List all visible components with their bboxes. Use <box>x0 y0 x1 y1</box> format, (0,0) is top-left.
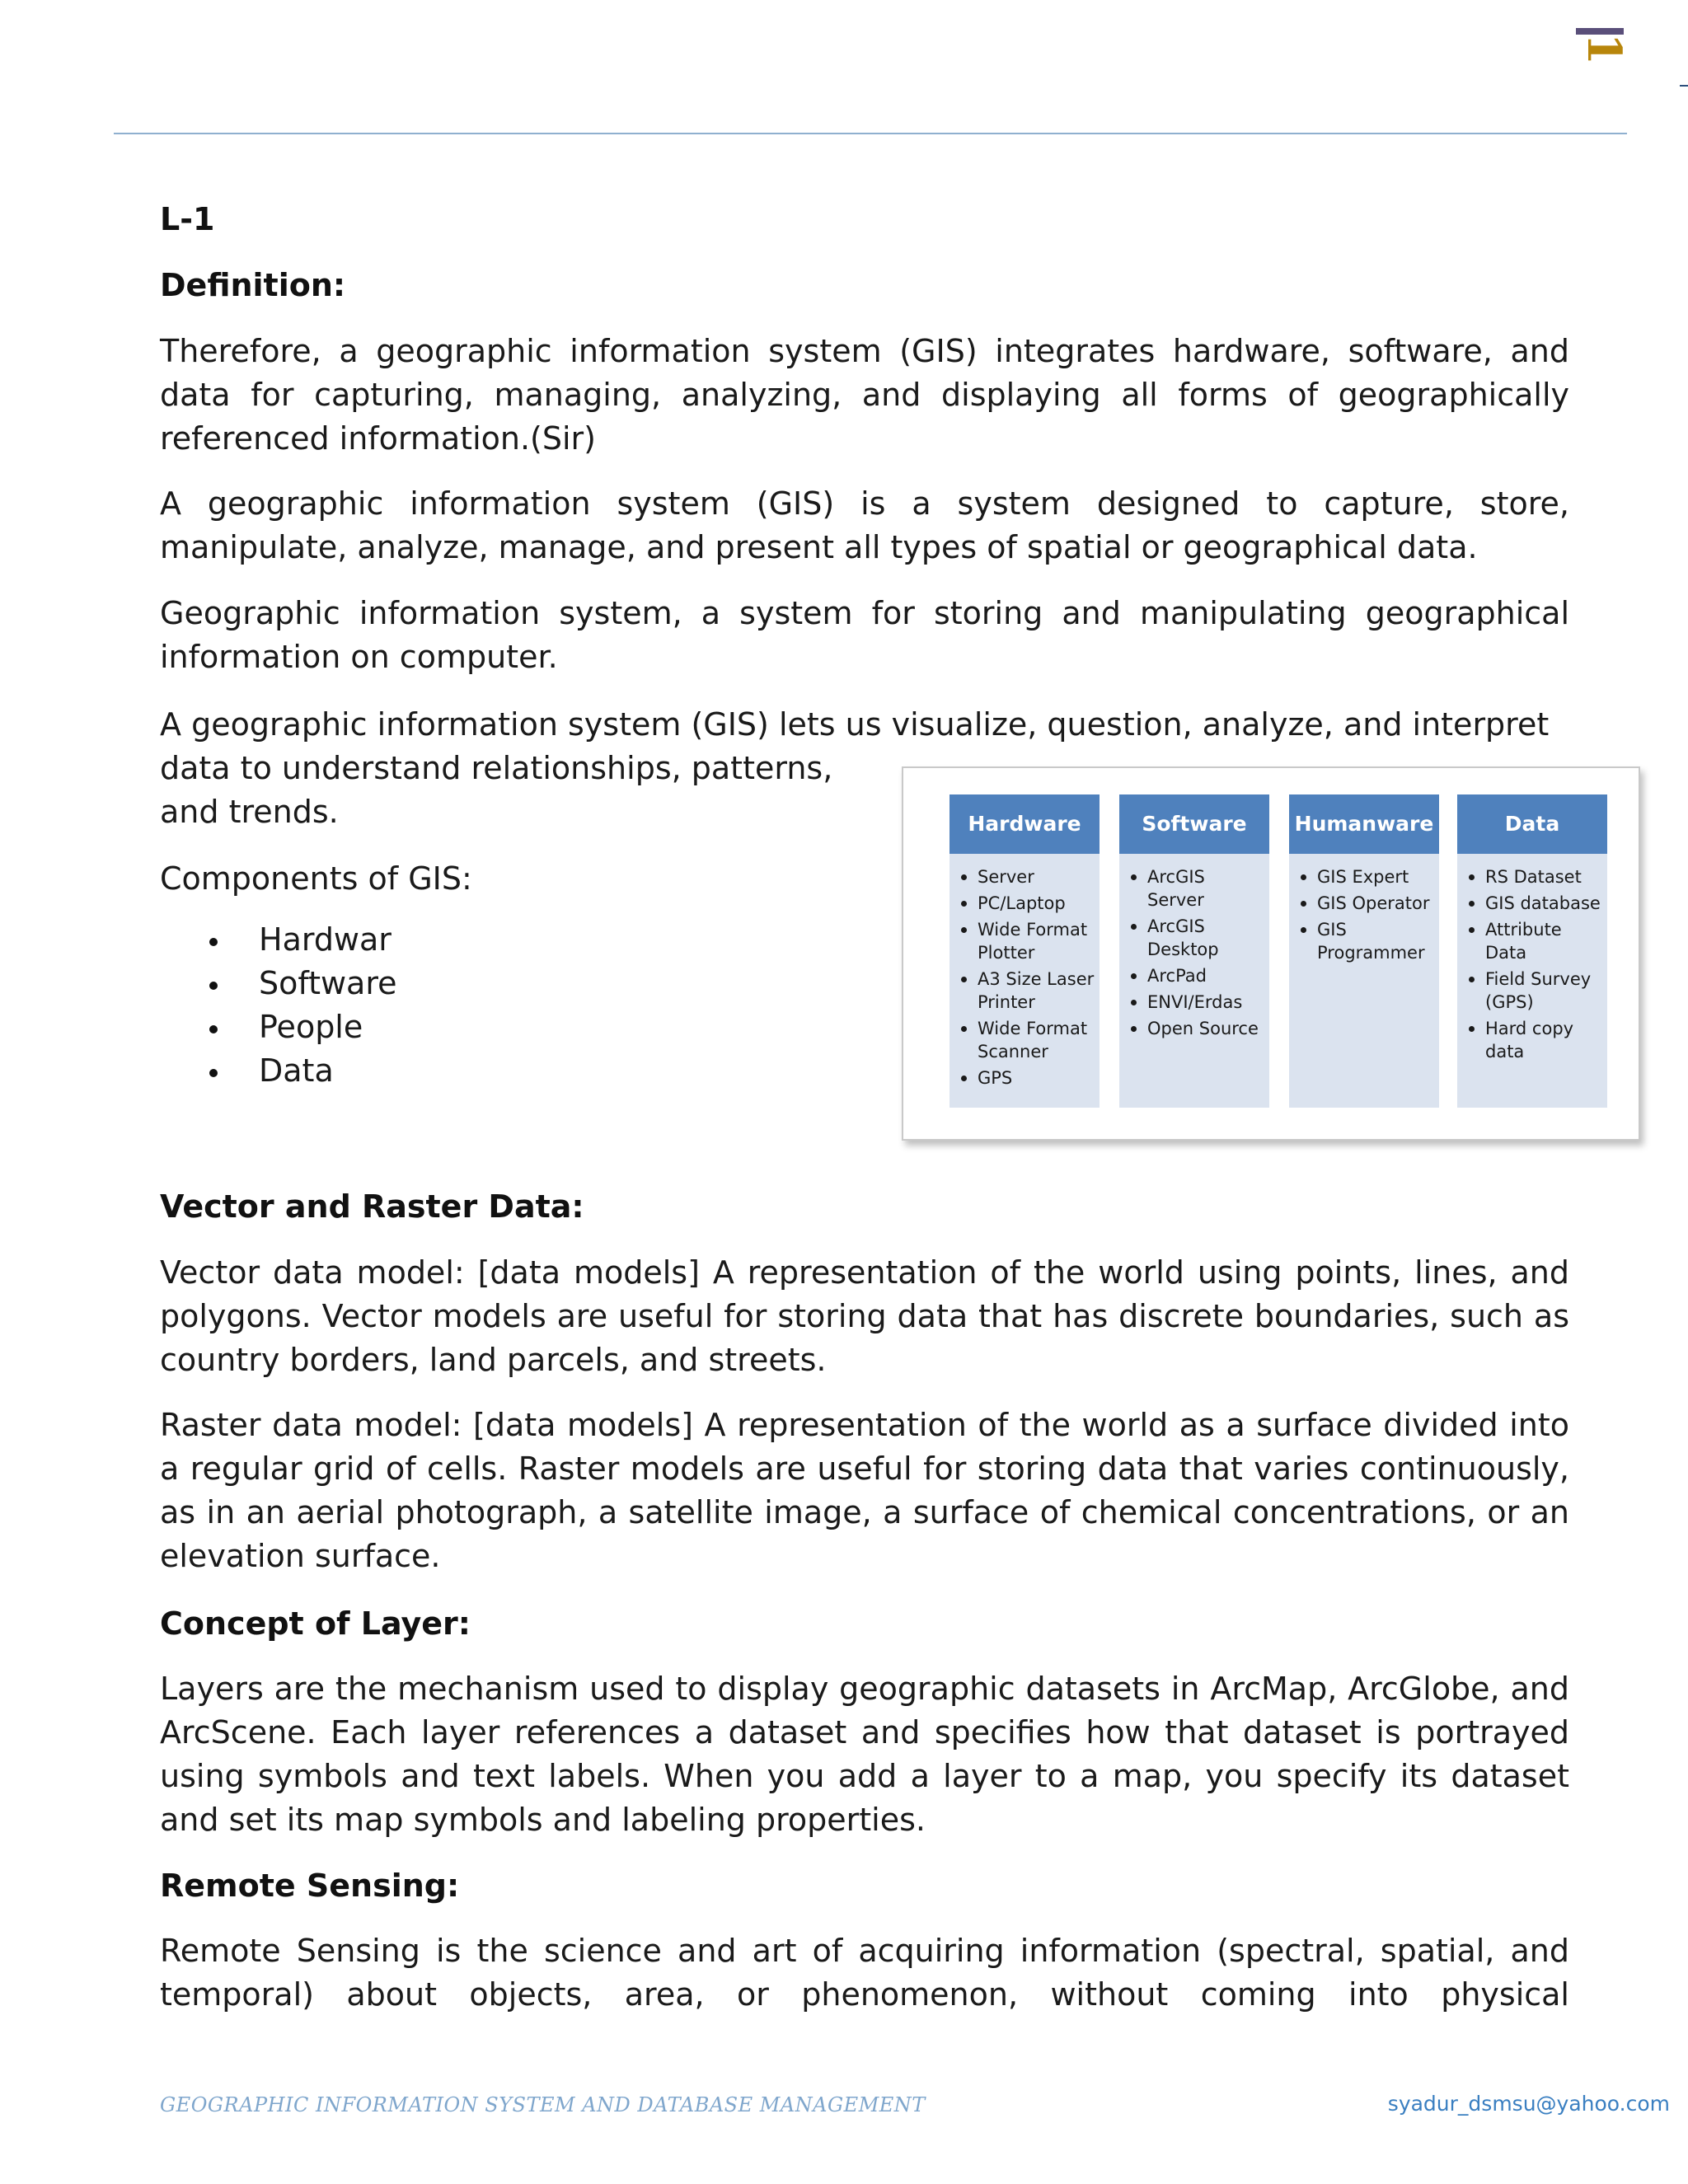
list-item: GIS Expert <box>1297 865 1434 888</box>
figure-column-humanware <box>1289 794 1439 1108</box>
list-item: PC/Laptop <box>958 892 1095 915</box>
list-item: ArcGIS Server <box>1128 865 1264 912</box>
column-title: Humanware <box>1289 794 1439 854</box>
list-item: ArcPad <box>1128 964 1264 987</box>
vector-paragraph: Vector data model: [data models] A representation of the world using points, lines, and polygons. Vector models are useful for storing data that has discrete boundaries, such as country borders, land parcels, and streets. <box>160 1254 1569 1378</box>
remote-sensing-paragraph: Remote Sensing is the science and art of acquiring information (spectral, spatial, and temporal) about objects, area, or phenomenon, without coming into physical <box>160 1933 1569 2013</box>
list-item: GPS <box>958 1066 1095 1090</box>
bullet-icon <box>209 938 218 946</box>
bullet-icon <box>209 982 218 990</box>
list-item: Open Source <box>1128 1017 1264 1040</box>
list-item: People <box>160 1005 397 1049</box>
layer-heading: Concept of Layer: <box>160 1605 471 1642</box>
figure-column-data <box>1457 794 1607 1108</box>
list-item: ENVI/Erdas <box>1128 991 1264 1014</box>
edge-mark <box>1680 85 1688 87</box>
definition-heading: Definition: <box>160 267 346 303</box>
definition-paragraph-3: Geographic information system, a system for storing and manipulating geographical information on computer. <box>160 595 1569 675</box>
list-item: Attribute Data <box>1465 918 1602 964</box>
definition-paragraph-2: A geographic information system (GIS) is a system designed to capture, store, manipulate, analyze, manage, and present all types of spatial or geographical data. <box>160 485 1569 565</box>
components-list <box>160 918 397 1093</box>
list-item: ArcGIS Desktop <box>1128 915 1264 961</box>
definition-paragraph-1: Therefore, a geographic information system (GIS) integrates hardware, software, and data for capturing, managing, analyzing, and displaying all forms of geographically referenced information.(Sir) <box>160 333 1569 457</box>
definition-paragraph-4-continued: data to understand relationships, patterns, and trends. <box>160 750 833 830</box>
definition-paragraph-4: A geographic information system (GIS) lets us visualize, question, analyze, and interpret <box>160 706 1550 743</box>
figure-column-software <box>1119 794 1269 1108</box>
list-item: Server <box>958 865 1095 888</box>
list-item: Wide Format Plotter <box>958 918 1095 964</box>
list-item: GIS database <box>1465 892 1602 915</box>
list-item: A3 Size Laser Printer <box>958 968 1095 1014</box>
footer-email[interactable]: syadur_dsmsu@yahoo.com <box>1387 2092 1670 2116</box>
header-rule <box>114 133 1627 134</box>
list-item: RS Dataset <box>1465 865 1602 888</box>
layer-paragraph: Layers are the mechanism used to display geographic datasets in ArcMap, ArcGlobe, and ArcScene. Each layer references a dataset and specifies how that dataset is portrayed using symbols and text labels. When you add a layer to a map, you specify its dataset and set its map symbols and labeling properties. <box>160 1671 1569 1838</box>
remote-sensing-heading: Remote Sensing: <box>160 1868 460 1904</box>
list-item: Field Survey (GPS) <box>1465 968 1602 1014</box>
list-item: Data <box>160 1049 397 1093</box>
column-title: Software <box>1119 794 1269 854</box>
page-number-text: 1 <box>1577 33 1631 65</box>
components-heading: Components of GIS: <box>160 860 472 897</box>
column-title: Data <box>1457 794 1607 854</box>
bullet-icon <box>209 1025 218 1033</box>
footer-title: GEOGRAPHIC INFORMATION SYSTEM AND DATABASE MANAGEMENT <box>160 2093 926 2116</box>
lecture-label: L-1 <box>160 201 215 237</box>
column-title: Hardware <box>950 794 1100 854</box>
list-item: Hard copy data <box>1465 1017 1602 1063</box>
list-item: Hardwar <box>160 918 397 962</box>
list-item: GIS Programmer <box>1297 918 1434 964</box>
bullet-icon <box>209 1069 218 1077</box>
figure-column-hardware <box>950 794 1100 1108</box>
list-item: GIS Operator <box>1297 892 1434 915</box>
page-number <box>1573 28 1639 69</box>
vector-raster-heading: Vector and Raster Data: <box>160 1188 584 1225</box>
list-item: Wide Format Scanner <box>958 1017 1095 1063</box>
list-item: Software <box>160 962 397 1005</box>
raster-paragraph: Raster data model: [data models] A representation of the world as a surface divided into a regular grid of cells. Raster models are useful for storing data that varies continuously, as in an aerial photograph, a satellite image, a surface of chemical concentrations, or an elevation surface. <box>160 1407 1569 1574</box>
gis-components-figure <box>902 766 1640 1141</box>
